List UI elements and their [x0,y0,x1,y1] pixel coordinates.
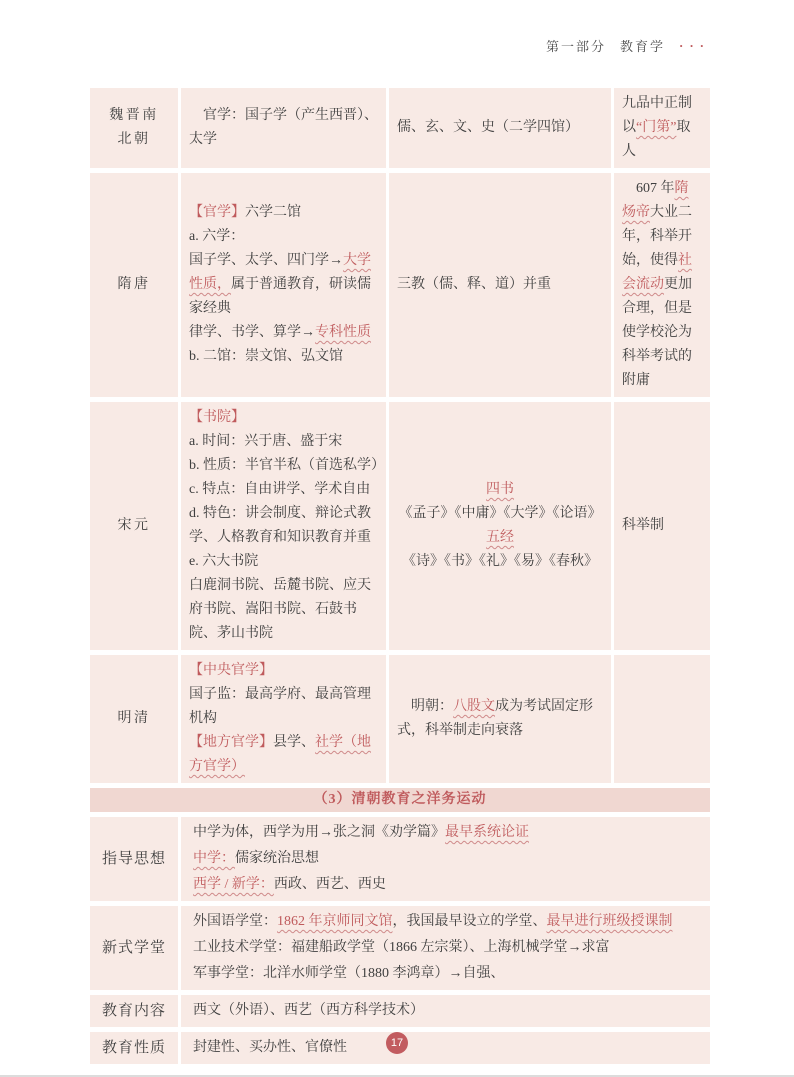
academy-cell [181,402,386,650]
row-label: 新式学堂 [101,940,166,956]
exam-system-cell [614,402,710,650]
text-line: 西学 / 新学：西政、西艺、西史 [193,877,386,892]
text-line: 工业技术学堂：福建船政学堂（1866 左宗棠）、上海机械学堂→求富 [193,940,610,955]
row-label: 指导思想 [101,851,166,867]
text-line: 儒、玄、文、史（二学四馆） [397,120,579,135]
official-school-cell [181,173,386,397]
text-line: 白鹿洞书院、岳麓书院、应天府书院、嵩阳书院、石鼓书院、茅山书院 [189,578,371,641]
period-label: 隋唐 [117,277,151,292]
row-content-cell [181,817,710,901]
row-content-cell [181,1032,710,1064]
text-line: d. 特色：讲会制度、辩论式教学、人格教育和知识教育并重 [189,506,371,545]
text-line: b. 二馆：崇文馆、弘文馆 [189,349,343,364]
text-line: a. 六学： [189,229,245,244]
period-cell [90,655,178,783]
exam-system-cell [614,88,710,168]
table-row-suitang [90,173,710,397]
text-line: 外国语学堂：1862 年京师同文馆，我国最早设立的学堂、最早进行班级授课制 [193,914,673,929]
text-line: 三教（儒、释、道）并重 [397,277,551,292]
period-label: 明清 [117,711,151,726]
row-content-cell [181,995,710,1027]
text-line: 明朝：八股文成为考试固定形式，科举制走向衰落 [397,699,593,738]
table-row-education-content [90,995,710,1027]
text-line: 九品中正制以“门第”取人 [622,96,692,159]
text-line: 中学为体，西学为用→张之洞《劝学篇》最早系统论证 [193,825,529,840]
row-label: 教育内容 [101,1003,166,1019]
text-line: e. 六大书院 [189,554,259,569]
text-line: 科举制 [622,518,664,533]
empty-cell [614,655,710,783]
period-label: 宋元 [117,518,151,533]
page-number-badge: 17 [386,1032,408,1054]
text-line: 五经 [486,530,514,545]
text-line: 四书 [486,482,514,497]
text-line: 军事学堂：北洋水师学堂（1880 李鸿章）→自强、 [193,966,505,981]
official-school-cell [181,655,386,783]
page-header [546,36,710,55]
row-label-cell [90,1032,178,1064]
row-label-cell [90,995,178,1027]
period-cell [90,88,178,168]
text-line: 【官学】六学二馆 [189,205,301,220]
row-content-cell [181,906,710,990]
text-line: a. 时间：兴于唐、盛于宋 [189,434,343,449]
history-table [90,88,710,1064]
table-row-weijin [90,88,710,168]
table-row-new-schools [90,906,710,990]
period-label: 魏晋南北朝 [109,108,159,147]
row-label-cell [90,906,178,990]
header-part-label: 第一部分 [545,39,606,54]
row-label: 教育性质 [101,1040,166,1056]
table-row-songyuan [90,402,710,650]
exam-system-cell [614,173,710,397]
text-line: 【书院】 [189,410,245,425]
text-line: 《诗》《书》《礼》《易》《春秋》 [402,554,598,569]
text-line: c. 特点：自由讲学、学术自由 [189,482,371,497]
subjects-cell [389,88,611,168]
text-line: 607 年隋炀帝大业二年，科举开始，使得社会流动更加合理，但是使学校沦为科举考试的附庸 [622,181,692,388]
table-row-mingqing [90,655,710,783]
exam-note-cell [389,655,611,783]
official-school-cell [181,88,386,168]
period-cell [90,402,178,650]
text-line: 国子学、太学、四门学→大学性质，属于普通教育，研读儒家经典 [189,253,371,316]
text-line: 律学、书学、算学→专科性质 [189,325,371,340]
subjects-cell [389,173,611,397]
text-line: 中学：儒家统治思想 [193,851,319,866]
text-line: 【中央官学】 [189,663,273,678]
table-row-guiding-thought [90,817,710,901]
row-label-cell [90,817,178,901]
text-line: 《孟子》《中庸》《大学》《论语》 [398,506,602,521]
text-line: b. 性质：半官半私（首选私学） [189,458,385,473]
period-cell [90,173,178,397]
classics-cell [389,402,611,650]
header-dots-icon: ··· [678,37,710,53]
text-line: 官学：国子学（产生西晋）、太学 [189,108,378,147]
text-line: 【地方官学】县学、社学（地方官学） [189,735,371,774]
header-subject-label: 教育学 [619,39,665,54]
text-line: 西文（外语）、西艺（西方科学技术） [193,1003,424,1018]
text-line: 国子监：最高学府、最高管理机构 [189,687,371,726]
section-header: （3）清朝教育之洋务运动 [90,788,710,812]
text-line: 封建性、买办性、官僚性 [193,1040,347,1055]
